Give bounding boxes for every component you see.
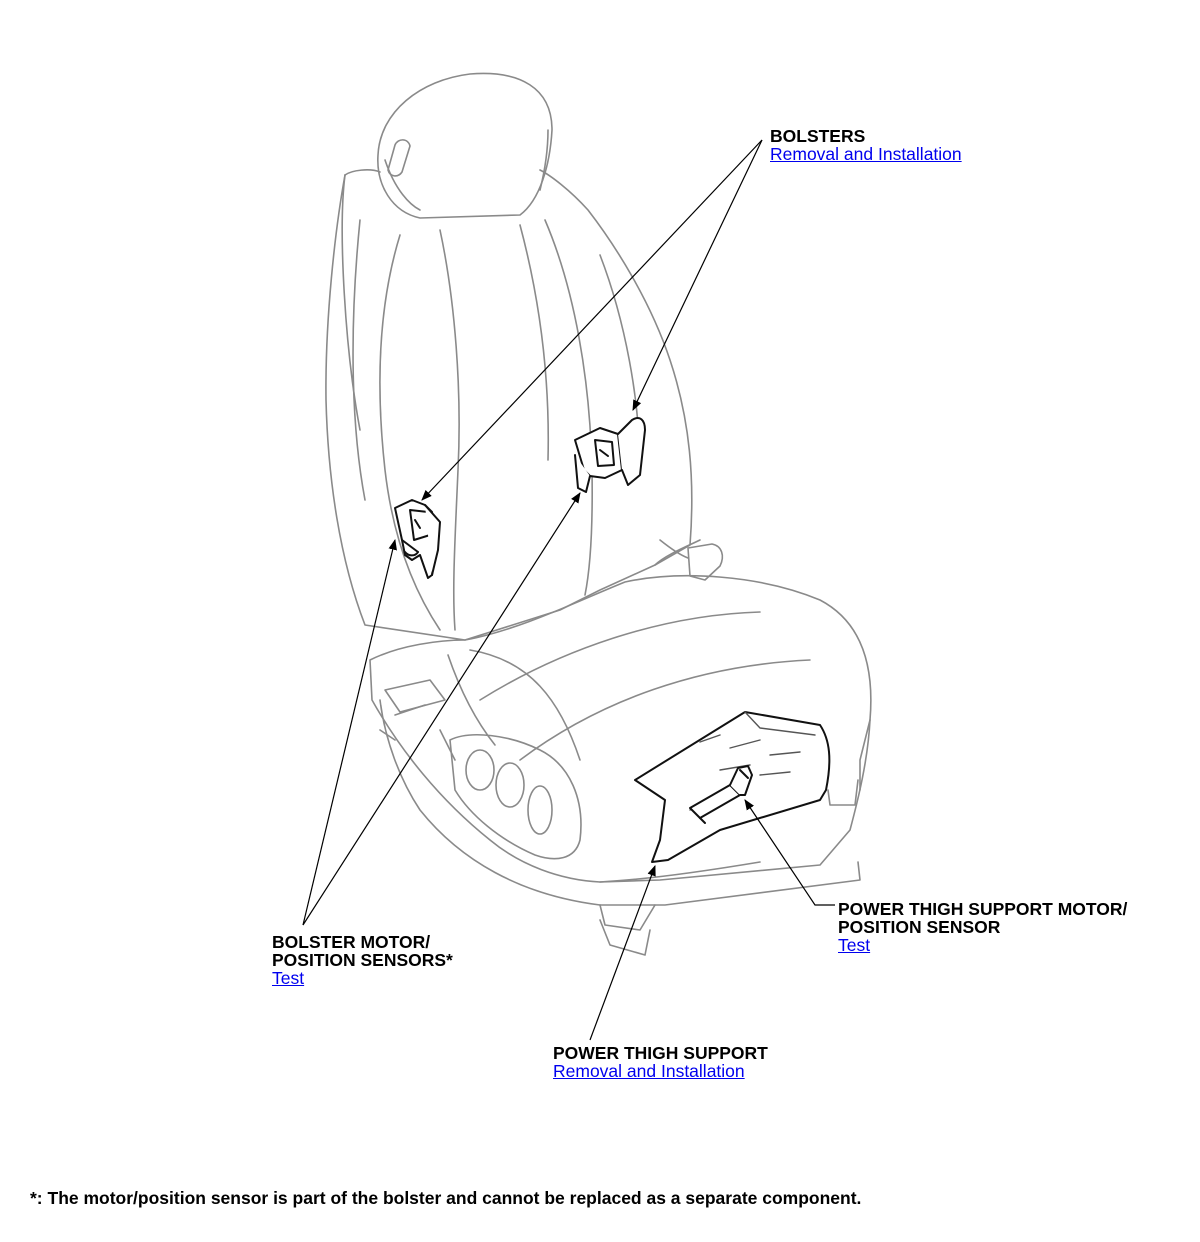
headrest-slot xyxy=(388,140,410,176)
thigh-support-callout xyxy=(553,1044,768,1080)
backrest-seam-2 xyxy=(440,230,459,630)
backrest-seam-4 xyxy=(545,220,592,595)
headrest-inner xyxy=(385,160,420,210)
footnote: *: The motor/position sensor is part of the bolster and cannot be replaced as a separate component. xyxy=(30,1188,862,1208)
recline-lever xyxy=(688,544,722,580)
backrest-left-edge xyxy=(345,170,380,175)
bolster-motor-test-link[interactable]: Test xyxy=(272,968,305,988)
bolsters-heading: BOLSTERS xyxy=(770,126,866,146)
thigh-motor-heading-line1: POWER THIGH SUPPORT MOTOR/ xyxy=(838,899,1128,919)
bolsters-callout xyxy=(770,127,962,163)
side-trim xyxy=(385,680,445,712)
bolster-motor-heading-line1: BOLSTER MOTOR/ xyxy=(272,932,431,952)
backrest-seam-3 xyxy=(520,225,548,460)
right-bolster-motor xyxy=(575,418,645,492)
thigh-support-heading: POWER THIGH SUPPORT xyxy=(553,1043,768,1063)
leader-lines xyxy=(303,140,835,1040)
thigh-motor-heading-line2: POSITION SENSOR xyxy=(838,917,1001,937)
power-switch-3 xyxy=(528,786,552,834)
thigh-motor-callout xyxy=(838,900,1127,954)
left-bolster-motor xyxy=(395,500,440,578)
power-switch-panel xyxy=(450,735,581,859)
bolster-motor-heading-line2: POSITION SENSORS* xyxy=(272,950,453,970)
bolsters-removal-installation-link[interactable]: Removal and Installation xyxy=(770,144,962,164)
thigh-support-removal-installation-link[interactable]: Removal and Installation xyxy=(553,1061,745,1081)
bolster-motor-callout xyxy=(272,933,453,987)
power-switch-1 xyxy=(466,750,494,790)
cushion-seam-1 xyxy=(480,612,760,700)
thigh-motor-test-link[interactable]: Test xyxy=(838,935,871,955)
seat-foot-right xyxy=(828,780,858,805)
power-switch-2 xyxy=(496,763,524,807)
leader-bolsters-right xyxy=(633,140,762,410)
leader-bolster-motor-left xyxy=(303,540,395,925)
